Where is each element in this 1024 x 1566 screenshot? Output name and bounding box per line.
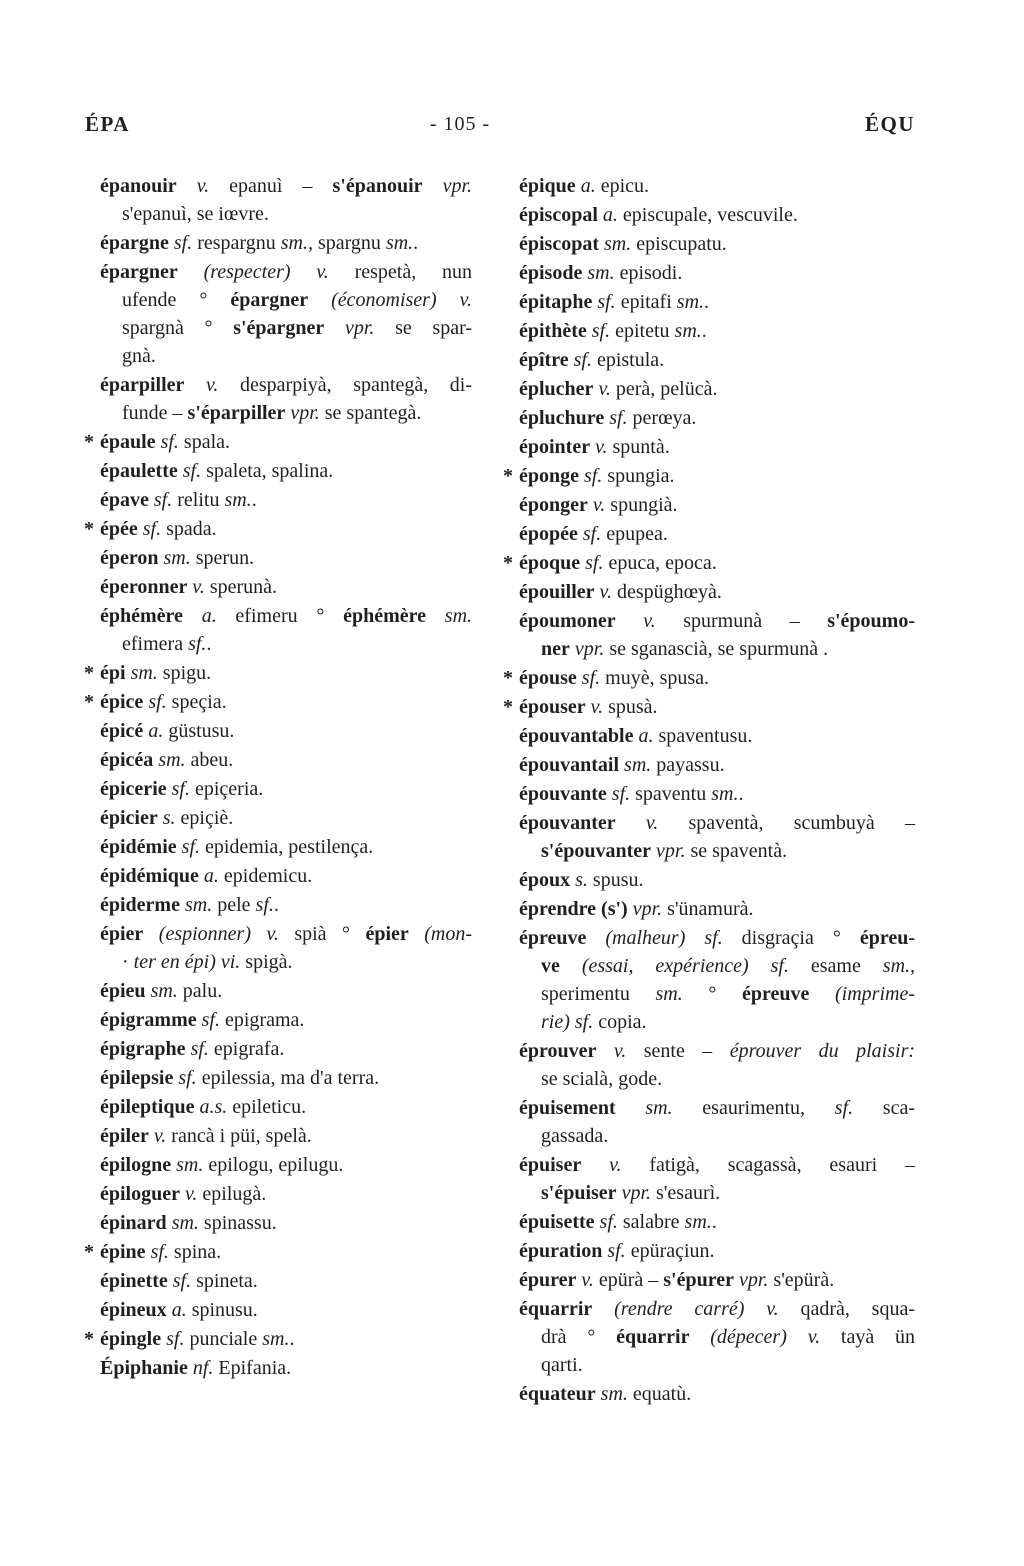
headword-star-icon: * [84, 662, 94, 684]
running-head-left: ÉPA [85, 112, 130, 136]
entry-line: épave sf. relitu sm.. [100, 489, 257, 511]
entry-line: épier (espionner) v. spià ° épier (mon- [100, 923, 473, 945]
entry-line: épiscopal a. episcupale, vescuvile. [519, 204, 798, 226]
dictionary-entry [519, 722, 915, 750]
entry-line: épuisette sf. salabre sm.. [519, 1211, 717, 1233]
entry-line: s'epanuì, se iœvre. [122, 203, 269, 225]
dictionary-entry [84, 1238, 472, 1266]
dictionary-entry [519, 1295, 915, 1379]
dictionary-entry [100, 486, 472, 514]
dictionary-entry [519, 895, 915, 923]
dictionary-entry [519, 1094, 915, 1150]
dictionary-entry [100, 172, 472, 228]
entry-line: épouvantable a. spaventusu. [519, 725, 753, 747]
entry-line: épouvantail sm. payassu. [519, 754, 725, 776]
entry-line: éperonner v. sperunà. [100, 576, 278, 598]
entry-line: rie) sf. copia. [541, 1011, 647, 1033]
entry-line: gnà. [122, 345, 156, 367]
entry-line: épigraphe sf. epigrafa. [100, 1038, 285, 1060]
entry-line: spargnà ° s'épargner vpr. se spar- [122, 317, 472, 339]
dictionary-entry [519, 404, 915, 432]
dictionary-entry [519, 924, 915, 1036]
entry-line: épinette sf. spineta. [100, 1270, 258, 1292]
running-head-right: ÉQU [864, 112, 915, 136]
entry-line: efimera sf.. [122, 633, 212, 655]
dictionary-entry [100, 258, 472, 370]
entry-line: épreuve (malheur) sf. disgraçia ° épreu- [519, 927, 916, 949]
dictionary-entry [519, 780, 915, 808]
dictionary-entry [100, 229, 472, 257]
entry-line: épouiller v. despüghœyà. [519, 581, 722, 603]
dictionary-entry [100, 602, 472, 658]
entry-line: épluchure sf. perœya. [519, 407, 697, 429]
entry-line: éplucher v. perà, pelücà. [519, 378, 718, 400]
dictionary-entry [100, 1296, 472, 1324]
entry-line: épicerie sf. epiçeria. [100, 778, 264, 800]
dictionary-entry [519, 1237, 915, 1265]
entry-line: épouser v. spusà. [519, 696, 658, 718]
entry-line: équateur sm. equatù. [519, 1383, 692, 1405]
entry-line: époux s. spusu. [519, 869, 644, 891]
dictionary-entry [503, 693, 915, 721]
dictionary-entry [519, 1380, 915, 1408]
headword-star-icon: * [84, 1328, 94, 1350]
entry-line: épître sf. epistula. [519, 349, 665, 371]
entry-line: épilepsie sf. epilessia, ma d'a terra. [100, 1067, 380, 1089]
dictionary-entry [84, 688, 472, 716]
dictionary-entry [519, 520, 915, 548]
entry-line: éphémère a. efimeru ° éphémère sm. [100, 605, 473, 627]
dictionary-entry [100, 544, 472, 572]
dictionary-entry [100, 746, 472, 774]
entry-line: épieu sm. palu. [100, 980, 223, 1002]
dictionary-entry [100, 891, 472, 919]
dictionary-entry [503, 549, 915, 577]
dictionary-entry [100, 1006, 472, 1034]
dictionary-entry [503, 664, 915, 692]
dictionary-entry [519, 317, 915, 345]
entry-line: s'épouvanter vpr. se spaventà. [541, 840, 788, 862]
entry-line: épiscopat sm. episcupatu. [519, 233, 727, 255]
dictionary-entry [519, 201, 915, 229]
entry-line: épidémique a. epidemicu. [100, 865, 313, 887]
entry-line: funde – s'éparpiller vpr. se spantegà. [122, 402, 422, 424]
headword-star-icon: * [503, 696, 513, 718]
dictionary-entry [100, 1267, 472, 1295]
dictionary-entry [519, 491, 915, 519]
entry-line: ufende ° épargner (économiser) v. [122, 289, 472, 311]
dictionary-entry [100, 371, 472, 427]
dictionary-entry [100, 573, 472, 601]
entry-line: gassada. [541, 1125, 609, 1147]
dictionary-entry [100, 804, 472, 832]
entry-line: épurer v. epürà – s'épurer vpr. s'epürà. [519, 1269, 835, 1291]
dictionary-entry [519, 433, 915, 461]
dictionary-entry [100, 717, 472, 745]
entry-line: épopée sf. epupea. [519, 523, 668, 545]
entry-line: éponge sf. spungia. [519, 465, 675, 487]
dictionary-column-right [503, 172, 916, 1409]
headword-star-icon: * [84, 691, 94, 713]
entry-line: ner vpr. se sganascià, se spurmunà . [541, 638, 829, 660]
entry-line: épique a. epicu. [519, 175, 649, 197]
dictionary-entry [519, 259, 915, 287]
entry-line: épigramme sf. epigrama. [100, 1009, 305, 1031]
dictionary-entry [519, 172, 915, 200]
entry-line: se scialà, gode. [541, 1068, 663, 1090]
entry-line: épouse sf. muyè, spusa. [519, 667, 710, 689]
dictionary-entry [100, 920, 472, 976]
dictionary-entry [519, 866, 915, 894]
dictionary-entry [519, 1037, 915, 1093]
dictionary-entry [519, 288, 915, 316]
headword-star-icon: * [503, 552, 513, 574]
entry-line: épanouir v. epanuì – s'épanouir vpr. [100, 175, 473, 197]
entry-line: drà ° équarrir (dépecer) v. tayà ün [541, 1326, 916, 1348]
entry-line: épine sf. spina. [100, 1241, 222, 1263]
entry-line: Épiphanie nf. Epifania. [100, 1357, 292, 1379]
entry-line: épicéa sm. abeu. [100, 749, 234, 771]
entry-line: époque sf. epuca, epoca. [519, 552, 717, 574]
entry-line: éparpiller v. desparpiyà, spantegà, di- [100, 374, 473, 396]
entry-line: s'épuiser vpr. s'esaurì. [541, 1182, 721, 1204]
dictionary-entry [100, 833, 472, 861]
entry-line: épicé a. güstusu. [100, 720, 235, 742]
page-number: - 105 - [429, 113, 491, 135]
dictionary-entry [100, 1035, 472, 1063]
page-header [85, 112, 915, 142]
dictionary-entry [100, 1354, 472, 1382]
dictionary-entry [84, 1325, 472, 1353]
dictionary-entry [100, 1151, 472, 1179]
entry-line: épingle sf. punciale sm.. [100, 1328, 295, 1350]
entry-line: épineux a. spinusu. [100, 1299, 258, 1321]
dictionary-entry [519, 1151, 915, 1207]
dictionary-entry [100, 457, 472, 485]
entry-line: sperimentu sm. ° épreuve (imprime- [541, 983, 915, 1005]
dictionary-entry [100, 1093, 472, 1121]
dictionary-entry [100, 862, 472, 890]
dictionary-entry [519, 809, 915, 865]
dictionary-entry [503, 462, 915, 490]
entry-line: équarrir (rendre carré) v. qadrà, squa- [519, 1298, 915, 1320]
dictionary-column-left [84, 172, 473, 1383]
dictionary-entry [519, 230, 915, 258]
entry-line: épuiser v. fatigà, scagassà, esauri – [519, 1154, 916, 1176]
entry-line: épiler v. rancà i püi, spelà. [100, 1125, 312, 1147]
entry-line: épiloguer v. epilugà. [100, 1183, 267, 1205]
dictionary-entry [519, 607, 915, 663]
dictionary-entry [100, 977, 472, 1005]
dictionary-entry [100, 1122, 472, 1150]
entry-line: éperon sm. sperun. [100, 547, 255, 569]
entry-line: épointer v. spuntà. [519, 436, 670, 458]
entry-line: époumoner v. spurmunà – s'époumo- [519, 610, 915, 632]
entry-line: épisode sm. episodi. [519, 262, 683, 284]
dictionary-entry [84, 515, 472, 543]
dictionary-entry [100, 1209, 472, 1237]
entry-line: épidémie sf. epidemia, pestilença. [100, 836, 374, 858]
entry-line: qarti. [541, 1354, 583, 1376]
dictionary-entry [100, 1064, 472, 1092]
entry-line: épouvanter v. spaventà, scumbuyà – [519, 812, 915, 834]
entry-line: épiderme sm. pele sf.. [100, 894, 279, 916]
headword-star-icon: * [84, 518, 94, 540]
entry-line: épithète sf. epitetu sm.. [519, 320, 707, 342]
entry-line: épaule sf. spala. [100, 431, 230, 453]
headword-star-icon: * [84, 1241, 94, 1263]
entry-line: épinard sm. spinassu. [100, 1212, 277, 1234]
dictionary-entry [519, 375, 915, 403]
entry-line: éprouver v. sente – éprouver du plaisir: [519, 1040, 916, 1062]
entry-line: épicier s. epiçiè. [100, 807, 234, 829]
dictionary-entry [84, 659, 472, 687]
dictionary-entry [519, 1208, 915, 1236]
dictionary-entry [84, 428, 472, 456]
dictionary-entry [100, 775, 472, 803]
entry-line: épuisement sm. esaurimentu, sf. sca- [519, 1097, 916, 1119]
headword-star-icon: * [503, 465, 513, 487]
dictionary-entry [519, 751, 915, 779]
entry-line: épitaphe sf. epitafi sm.. [519, 291, 710, 313]
dictionary-entry [100, 1180, 472, 1208]
entry-line: épilogne sm. epilogu, epilugu. [100, 1154, 344, 1176]
entry-line: éprendre (s') vpr. s'ünamurà. [519, 898, 754, 920]
entry-line: épice sf. speçia. [100, 691, 227, 713]
entry-line: épargner (respecter) v. respetà, nun [100, 261, 472, 283]
headword-star-icon: * [503, 667, 513, 689]
entry-line: épouvante sf. spaventu sm.. [519, 783, 744, 805]
entry-line: épuration sf. epüraçiun. [519, 1240, 715, 1262]
headword-star-icon: * [84, 431, 94, 453]
entry-line: éponger v. spungià. [519, 494, 678, 516]
entry-line: épi sm. spigu. [100, 662, 212, 684]
entry-line: épée sf. spada. [100, 518, 217, 540]
entry-line: épargne sf. respargnu sm., spargnu sm.. [100, 232, 419, 254]
entry-line: · ter en épi) vi. spigà. [122, 951, 293, 973]
dictionary-entry [519, 578, 915, 606]
entry-line: épaulette sf. spaleta, spalina. [100, 460, 334, 482]
entry-line: ve (essai, expérience) sf. esame sm., [541, 955, 916, 977]
dictionary-entry [519, 1266, 915, 1294]
dictionary-entry [519, 346, 915, 374]
entry-line: épileptique a.s. epileticu. [100, 1096, 307, 1118]
